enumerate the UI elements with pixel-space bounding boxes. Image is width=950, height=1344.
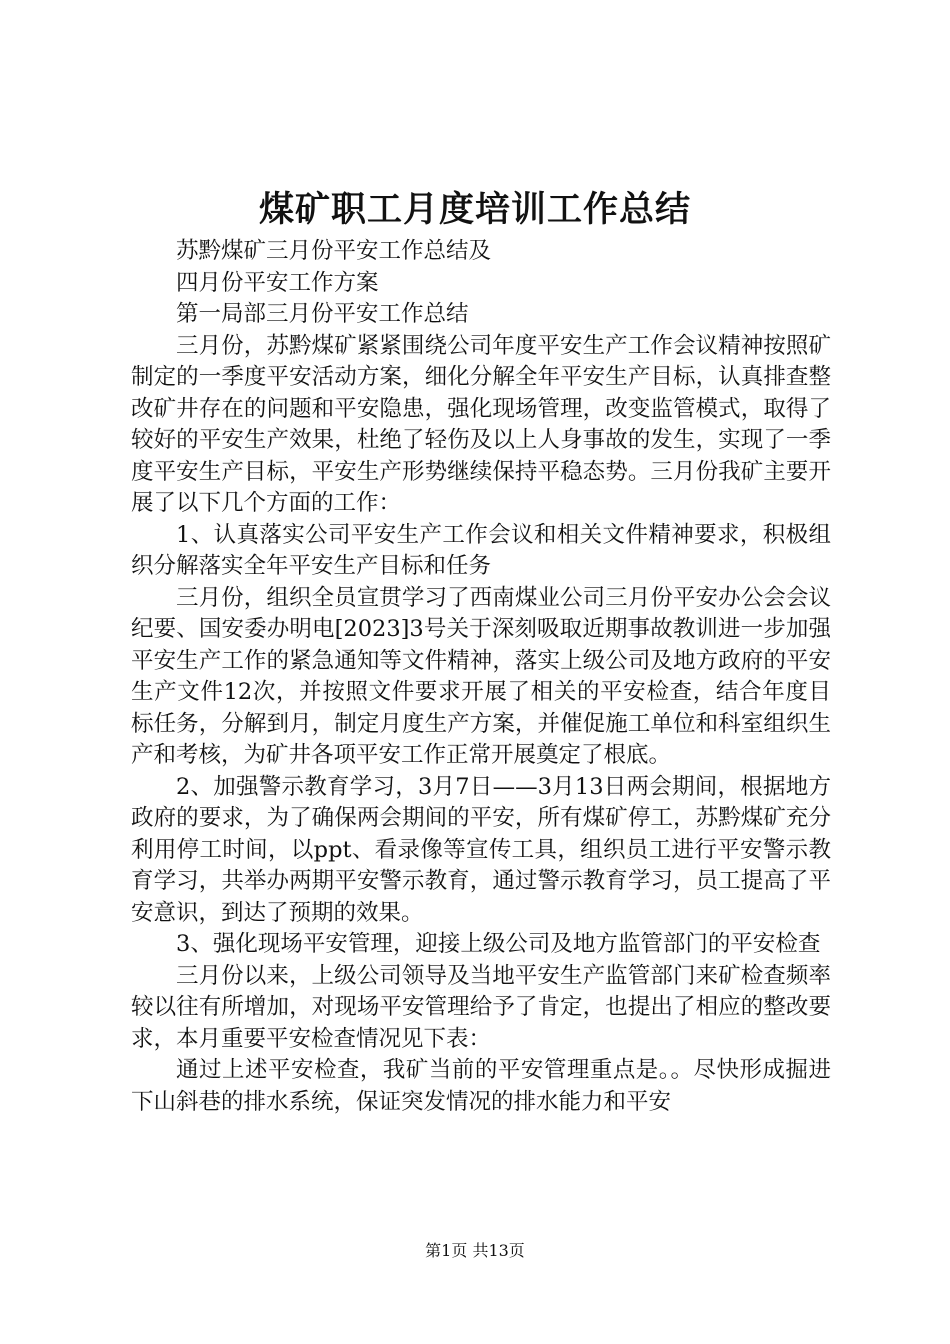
page-number-footer: 第1页 共13页	[425, 1241, 525, 1260]
paragraph-heading-1: 苏黔煤矿三月份平安工作总结及	[176, 238, 492, 264]
paragraph-section-heading: 第一局部三月份平安工作总结	[176, 301, 469, 327]
paragraph-conclusion: 通过上述平安检查，我矿当前的平安管理重点是。。尽快形成掘进下山斜巷的排水系统，保证突发情况的排水能力和平安	[131, 1057, 831, 1115]
paragraph-intro: 三月份，苏黔煤矿紧紧围绕公司年度平安生产工作会议精神按照矿制定的一季度平安活动方案，细化分解全年平安生产目标，认真排查整改矿井存在的问题和平安隐患，强化现场管理，改变监管模式，取得了较好的平安生产效果，杜绝了轻伤及以上人身事故的发生，实现了一季度平安生产目标，平安生产形势继续保持平稳态势。三月份我矿主要开展了以下几个方面的工作：	[131, 332, 831, 516]
paragraph-item-2: 2、加强警示教育学习，3月7日——3月13日两会期间，根据地方政府的要求，为了确保两会期间的平安，所有煤矿停工，苏黔煤矿充分利用停工时间，以ppt、看录像等宣传工具，组织员工进行平安警示教育学习，共举办两期平安警示教育，通过警示教育学习，员工提高了平安意识，到达了预期的效果。	[131, 773, 831, 926]
document-title: 煤矿职工月度培训工作总结	[258, 189, 691, 230]
paragraph-item-3-body: 三月份以来，上级公司领导及当地平安生产监管部门来矿检查频率较以往有所增加，对现场平安管理给予了肯定，也提出了相应的整改要求，本月重要平安检查情况见下表：	[131, 962, 831, 1052]
document-body	[131, 236, 831, 1118]
paragraph-item-1-body: 三月份，组织全员宣贯学习了西南煤业公司三月份平安办公会会议纪要、国安委办明电[2023]3号关于深刻吸取近期事故教训进一步加强平安生产工作的紧急通知等文件精神，落实上级公司及地方政府的平安生产文件12次，并按照文件要求开展了相关的平安检查，结合年度目标任务，分解到月，制定月度生产方案，并催促施工单位和科室组织生产和考核，为矿井各项平安工作正常开展奠定了根底。	[131, 584, 831, 768]
paragraph-heading-2: 四月份平安工作方案	[176, 269, 379, 296]
paragraph-item-3-heading: 3、强化现场平安管理，迎接上级公司及地方监管部门的平安检查	[176, 931, 821, 957]
paragraph-item-1-heading: 1、认真落实公司平安生产工作会议和相关文件精神要求，积极组织分解落实全年平安生产目标和任务	[131, 521, 831, 579]
